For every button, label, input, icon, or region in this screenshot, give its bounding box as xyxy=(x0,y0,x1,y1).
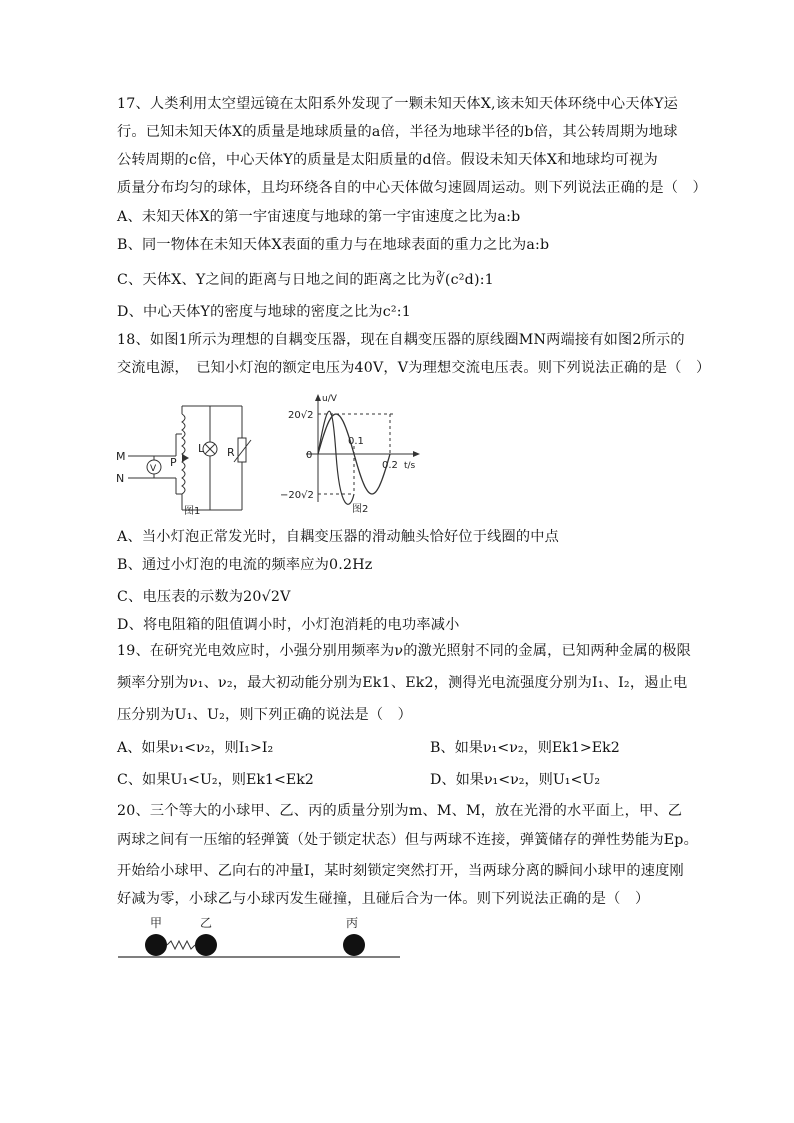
q17-option-a: A、未知天体X的第一宇宙速度与地球的第一宇宙速度之比为a:b xyxy=(117,209,521,225)
q19-option-d: D、如果ν₁<ν₂，则U₁<U₂ xyxy=(430,772,601,788)
q19-line1: 19、在研究光电效应时，小强分别用频率为ν的激光照射不同的金属，已知两种金属的极限 xyxy=(117,643,692,659)
q19-option-b: B、如果ν₁<ν₂，则Ek1>Ek2 xyxy=(430,740,620,756)
fig2-caption: 图2 xyxy=(352,504,369,515)
ball-jia xyxy=(145,934,167,956)
q20-line2: 两球之间有一压缩的轻弹簧（处于锁定状态）但与两球不连接，弹簧储存的弹性势能为Ep。 xyxy=(117,832,698,848)
q17-line2: 行。已知未知天体X的质量是地球质量的a倍，半径为地球半径的b倍，其公转周期为地球 xyxy=(117,124,678,140)
fig2-zero: 0 xyxy=(306,450,313,461)
fig1-caption: 图1 xyxy=(184,506,201,517)
q19-option-c: C、如果U₁<U₂，则Ek1<Ek2 xyxy=(117,772,314,788)
ball-bing xyxy=(343,934,365,956)
q18-line1: 18、如图1所示为理想的自耦变压器，现在自耦变压器的原线圈MN两端接有如图2所示的 xyxy=(117,332,685,348)
q19-option-a: A、如果ν₁<ν₂，则I₁>I₂ xyxy=(117,740,274,756)
q17-option-b: B、同一物体在未知天体X表面的重力与在地球表面的重力之比为a:b xyxy=(117,237,550,253)
q18-option-b: B、通过小灯泡的电流的频率应为0.2Hz xyxy=(117,557,373,573)
figure1-circuit xyxy=(114,394,254,518)
q18-option-c: C、电压表的示数为20√2V xyxy=(117,589,291,605)
fig2-ylabel: u/V xyxy=(322,394,337,404)
fig1-label-p: P xyxy=(170,456,177,469)
q17-line3: 公转周期的c倍，中心天体Y的质量是太阳质量的d倍。假设未知天体X和地球均可视为 xyxy=(117,152,658,168)
q18-option-a: A、当小灯泡正常发光时，自耦变压器的滑动触头恰好位于线圈的中点 xyxy=(117,529,560,545)
q17-option-c: C、天体X、Y之间的距离与日地之间的距离之比为∛(c²d):1 xyxy=(117,272,494,288)
q20-line4: 好减为零，小球乙与小球丙发生碰撞，且碰后合为一体。则下列说法正确的是（ ） xyxy=(117,891,650,907)
q18-option-d: D、将电阻箱的阻值调小时，小灯泡消耗的电功率减小 xyxy=(117,617,460,633)
label-bing: 丙 xyxy=(346,916,359,930)
q20-line1: 20、三个等大的小球甲、乙、丙的质量分别为m、M、M，放在光滑的水平面上，甲、乙 xyxy=(117,803,683,819)
q20-line3: 开始给小球甲、乙向右的冲量I，某时刻锁定突然打开，当两球分离的瞬间小球甲的速度刚 xyxy=(117,863,684,879)
ball-yi xyxy=(195,934,217,956)
fig1-label-r: R xyxy=(227,446,235,459)
fig2-ymax: 20√2 xyxy=(288,410,314,421)
figure2-waveform xyxy=(276,392,426,518)
fig2-ymin: −20√2 xyxy=(280,490,314,501)
fig2-t2: 0.2 xyxy=(382,460,398,471)
q17-line4: 质量分布均匀的球体，且均环绕各自的中心天体做匀速圆周运动。则下列说法正确的是（ ） xyxy=(117,180,707,196)
q19-line3: 压分别为U₁、U₂，则下列正确的说法是（ ） xyxy=(117,707,413,723)
label-jia: 甲 xyxy=(150,916,163,930)
spring xyxy=(167,941,195,949)
q19-line2: 频率分别为ν₁、ν₂，最大初动能分别为Ek1、Ek2，测得光电流强度分别为I₁、I₂，遏止电 xyxy=(117,675,688,691)
fig1-label-n: N xyxy=(116,472,125,485)
fig2-t1: 0.1 xyxy=(348,436,364,447)
figure-three-balls xyxy=(116,912,404,962)
fig1-label-m: M xyxy=(116,450,126,463)
fig1-label-v: V xyxy=(150,464,157,474)
label-yi: 乙 xyxy=(200,916,213,930)
q17-line1: 17、人类利用太空望远镜在太阳系外发现了一颗未知天体X,该未知天体环绕中心天体Y运 xyxy=(117,96,678,112)
fig1-label-l: L xyxy=(198,442,205,455)
fig2-xlabel: t/s xyxy=(404,461,416,471)
q18-line2: 交流电源， 已知小灯泡的额定电压为40V，V为理想交流电压表。则下列说法正确的是（ ） xyxy=(117,360,711,376)
q17-option-d: D、中心天体Y的密度与地球的密度之比为c²:1 xyxy=(117,304,411,320)
